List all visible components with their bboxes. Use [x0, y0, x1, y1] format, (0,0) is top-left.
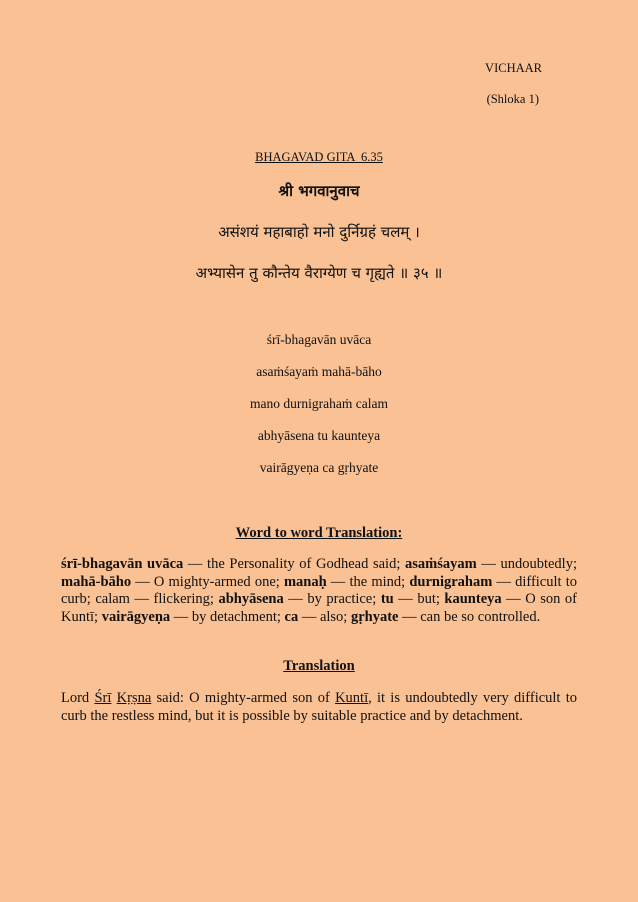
translation-text: , it is undoubtedly very difficult to curb the restless mind, but it is possible by suitable practice and by detachment.	[61, 690, 578, 724]
transliteration-line: mano durnigrahaṁ calam	[250, 396, 388, 411]
verse-reference: BHAGAVAD GITA 6.35	[255, 150, 383, 164]
transliteration-line: asaṁśayaṁ mahā-bāho	[256, 364, 382, 379]
series-label: VICHAAR	[485, 61, 542, 75]
sanskrit-line-2: अभ्यासेन तु कौन्तेय वैराग्येण च गृह्यते ॥ ३५ ॥	[195, 264, 443, 282]
translation-name: Śrī	[94, 690, 112, 706]
translation-name: Kuntī	[335, 690, 369, 706]
word-entry: durnigraham — difficult to curb; calam — flickering;	[61, 573, 577, 608]
word-entry: śrī-bhagavān uvāca — the Personality of Godhead said;	[61, 556, 405, 572]
transliteration-line: abhyāsena tu kaunteya	[257, 428, 381, 443]
word-entry: kaunteya — O son of Kuntī;	[61, 591, 577, 625]
translation-paragraph	[61, 690, 577, 725]
word-translation-heading: Word to word Translation:	[235, 525, 403, 541]
translation-text: Lord	[61, 690, 95, 706]
translation-name: Kṛṣna	[116, 690, 152, 706]
word-entry: tu — but;	[380, 591, 445, 608]
word-entry: gṛhyate — can be so controlled.	[350, 608, 541, 625]
word-entry: abhyāsena — by practice;	[218, 591, 381, 608]
translation-text: said: O mighty-armed son of	[151, 690, 336, 706]
sanskrit-line-1: असंशयं महाबाहो मनो दुर्निग्रहं चलम् ।	[218, 223, 420, 241]
transliteration-line: vairāgyeṇa ca gṛhyate	[259, 460, 379, 475]
transliteration-line: śrī-bhagavān uvāca	[266, 332, 372, 347]
word-entry: ca — also;	[284, 608, 351, 625]
word-translation-paragraph	[61, 556, 577, 626]
sanskrit-speaker: श्री भगवानुवाच	[278, 182, 360, 200]
word-entry: asaṁśayam — undoubtedly;	[404, 556, 577, 572]
word-entry: manaḥ — the mind;	[283, 573, 410, 590]
word-entry: vairāgyeṇa — by detachment;	[101, 608, 285, 625]
shloka-label: (Shloka 1)	[486, 92, 539, 106]
word-entry: mahā-bāho — O mighty-armed one;	[61, 573, 284, 590]
translation-heading: Translation	[283, 658, 355, 674]
